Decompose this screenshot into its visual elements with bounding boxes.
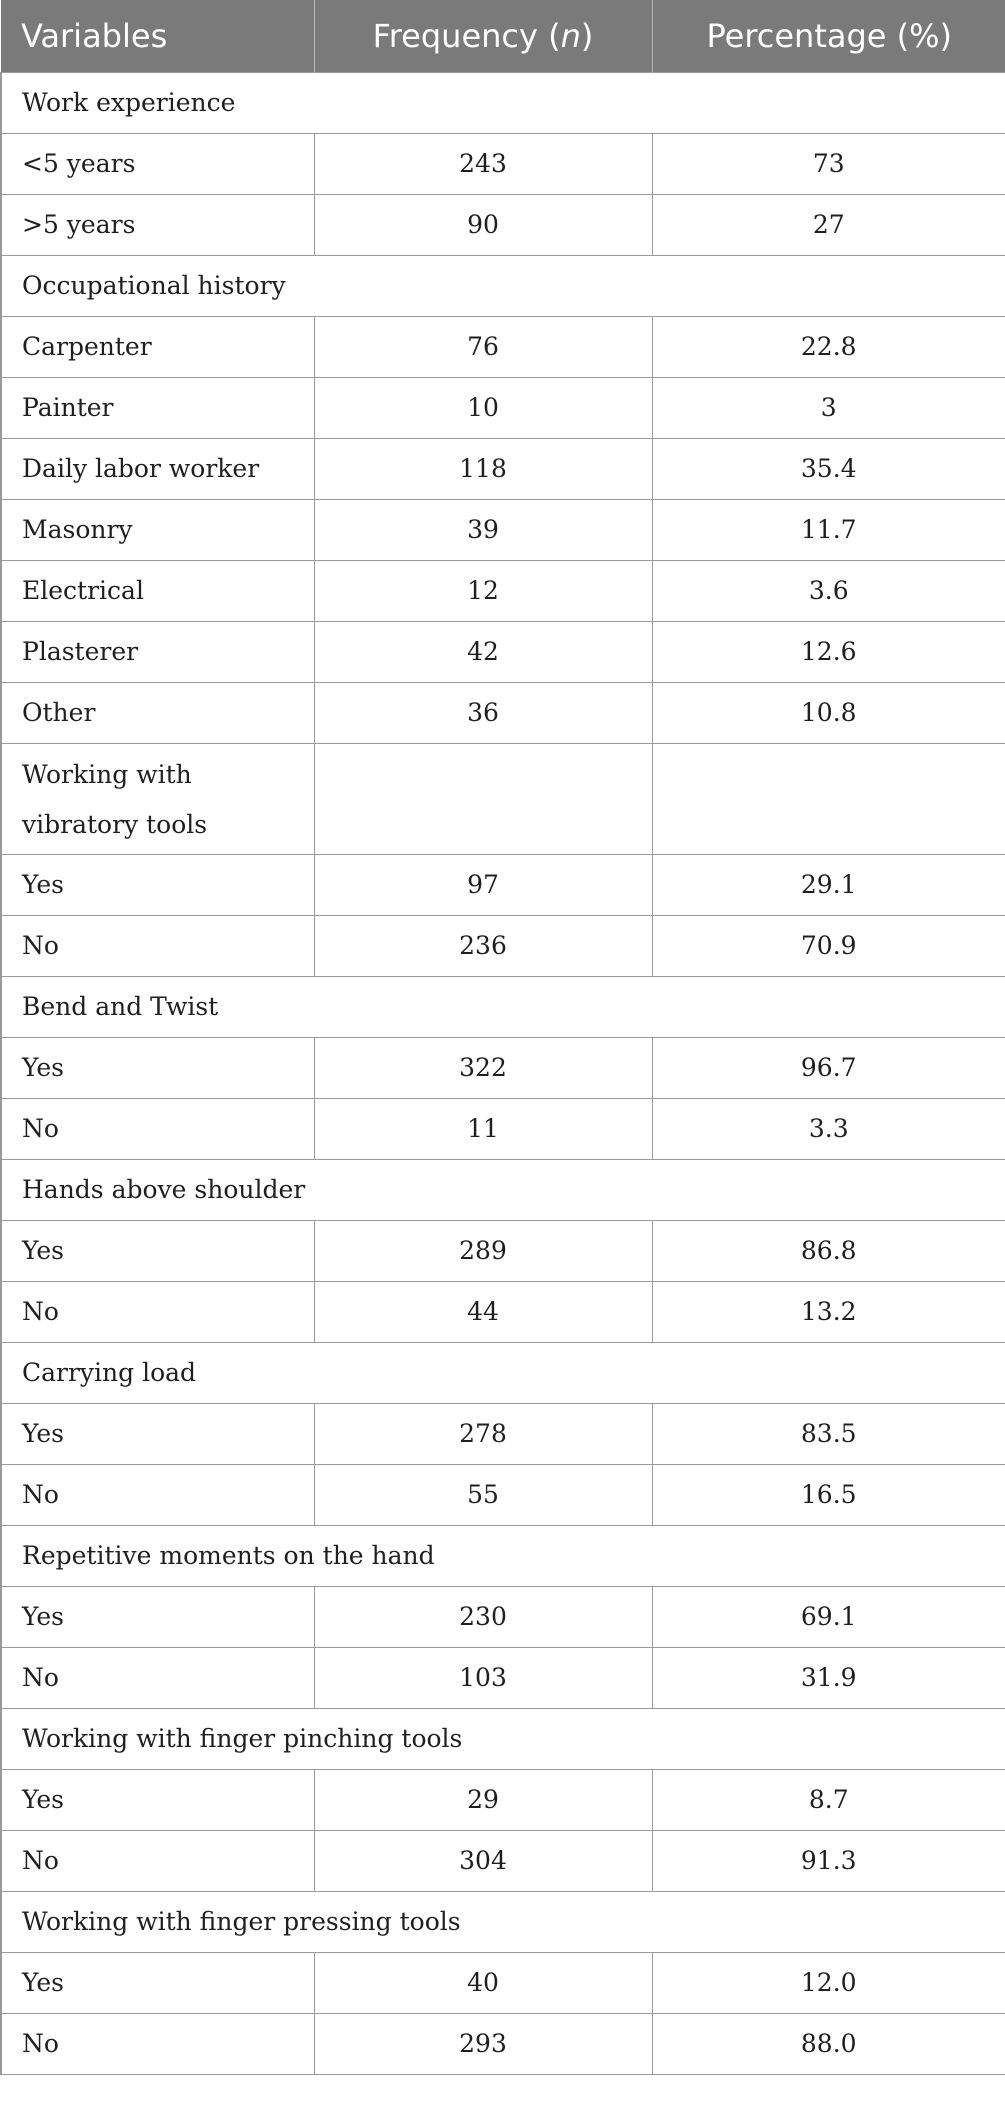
header-row bbox=[1, 0, 1005, 72]
frequency-cell: 10 bbox=[314, 377, 652, 438]
frequency-cell: 103 bbox=[314, 1647, 652, 1708]
row-label: No bbox=[1, 2013, 314, 2074]
section-title: Occupational history bbox=[1, 255, 1005, 316]
frequency-cell: 243 bbox=[314, 133, 652, 194]
row-label: Yes bbox=[1, 1769, 314, 1830]
row-label: No bbox=[1, 1647, 314, 1708]
frequency-cell: 40 bbox=[314, 1952, 652, 2013]
section-row bbox=[1, 72, 1005, 133]
percentage-cell: 8.7 bbox=[652, 1769, 1005, 1830]
table-row bbox=[1, 316, 1005, 377]
frequency-cell: 278 bbox=[314, 1403, 652, 1464]
frequency-cell: 289 bbox=[314, 1220, 652, 1281]
frequency-cell: 55 bbox=[314, 1464, 652, 1525]
header-variables: Variables bbox=[1, 0, 314, 72]
header-frequency-n: n bbox=[560, 16, 581, 55]
frequency-cell: 322 bbox=[314, 1037, 652, 1098]
frequency-cell: 97 bbox=[314, 854, 652, 915]
row-label: Daily labor worker bbox=[1, 438, 314, 499]
row-label: Electrical bbox=[1, 560, 314, 621]
table-row bbox=[1, 682, 1005, 743]
section-row bbox=[1, 255, 1005, 316]
row-label: Yes bbox=[1, 1220, 314, 1281]
section-row bbox=[1, 1525, 1005, 1586]
frequency-cell: 36 bbox=[314, 682, 652, 743]
table-row bbox=[1, 1037, 1005, 1098]
percentage-cell: 73 bbox=[652, 133, 1005, 194]
table-row bbox=[1, 1464, 1005, 1525]
section-title: Hands above shoulder bbox=[1, 1159, 1005, 1220]
frequency-cell: 12 bbox=[314, 560, 652, 621]
table-row bbox=[1, 194, 1005, 255]
percentage-cell: 12.6 bbox=[652, 621, 1005, 682]
table-row bbox=[1, 1220, 1005, 1281]
section-title: Working with finger pinching tools bbox=[1, 1708, 1005, 1769]
header-frequency-suffix: ) bbox=[580, 16, 594, 55]
row-label: Yes bbox=[1, 1037, 314, 1098]
empty-cell bbox=[652, 743, 1005, 854]
table-row bbox=[1, 915, 1005, 976]
section-title: Work experience bbox=[1, 72, 1005, 133]
frequency-cell: 29 bbox=[314, 1769, 652, 1830]
percentage-cell: 3.3 bbox=[652, 1098, 1005, 1159]
table-row bbox=[1, 499, 1005, 560]
table-row bbox=[1, 1281, 1005, 1342]
percentage-cell: 83.5 bbox=[652, 1403, 1005, 1464]
percentage-cell: 3 bbox=[652, 377, 1005, 438]
table-row bbox=[1, 133, 1005, 194]
empty-cell bbox=[314, 743, 652, 854]
percentage-cell: 35.4 bbox=[652, 438, 1005, 499]
row-label: Yes bbox=[1, 1586, 314, 1647]
row-label: No bbox=[1, 1098, 314, 1159]
percentage-cell: 10.8 bbox=[652, 682, 1005, 743]
percentage-cell: 96.7 bbox=[652, 1037, 1005, 1098]
row-label: Plasterer bbox=[1, 621, 314, 682]
frequency-cell: 293 bbox=[314, 2013, 652, 2074]
table-row bbox=[1, 621, 1005, 682]
frequency-cell: 76 bbox=[314, 316, 652, 377]
row-label: No bbox=[1, 1464, 314, 1525]
row-label: No bbox=[1, 1830, 314, 1891]
table-body bbox=[1, 72, 1005, 2074]
table-row bbox=[1, 1647, 1005, 1708]
table-row bbox=[1, 854, 1005, 915]
table-row bbox=[1, 560, 1005, 621]
percentage-cell: 12.0 bbox=[652, 1952, 1005, 2013]
percentage-cell: 27 bbox=[652, 194, 1005, 255]
percentage-cell: 13.2 bbox=[652, 1281, 1005, 1342]
percentage-cell: 70.9 bbox=[652, 915, 1005, 976]
percentage-cell: 88.0 bbox=[652, 2013, 1005, 2074]
frequency-cell: 90 bbox=[314, 194, 652, 255]
percentage-cell: 69.1 bbox=[652, 1586, 1005, 1647]
percentage-cell: 91.3 bbox=[652, 1830, 1005, 1891]
row-label: >5 years bbox=[1, 194, 314, 255]
table-row bbox=[1, 2013, 1005, 2074]
row-label: Yes bbox=[1, 854, 314, 915]
frequency-cell: 236 bbox=[314, 915, 652, 976]
table-row bbox=[1, 1769, 1005, 1830]
section-row bbox=[1, 1708, 1005, 1769]
section-title: Working with vibratory tools bbox=[1, 743, 314, 854]
percentage-cell: 22.8 bbox=[652, 316, 1005, 377]
section-title: Bend and Twist bbox=[1, 976, 1005, 1037]
row-label: No bbox=[1, 1281, 314, 1342]
section-row bbox=[1, 743, 1005, 854]
section-row bbox=[1, 976, 1005, 1037]
table-row bbox=[1, 1586, 1005, 1647]
table-row bbox=[1, 438, 1005, 499]
frequency-cell: 44 bbox=[314, 1281, 652, 1342]
row-label: <5 years bbox=[1, 133, 314, 194]
frequency-cell: 11 bbox=[314, 1098, 652, 1159]
table-row bbox=[1, 1830, 1005, 1891]
section-row bbox=[1, 1891, 1005, 1952]
percentage-cell: 16.5 bbox=[652, 1464, 1005, 1525]
percentage-cell: 31.9 bbox=[652, 1647, 1005, 1708]
row-label: Yes bbox=[1, 1403, 314, 1464]
row-label: Painter bbox=[1, 377, 314, 438]
table-row bbox=[1, 1098, 1005, 1159]
percentage-cell: 86.8 bbox=[652, 1220, 1005, 1281]
frequency-cell: 39 bbox=[314, 499, 652, 560]
percentage-cell: 29.1 bbox=[652, 854, 1005, 915]
section-row bbox=[1, 1342, 1005, 1403]
section-title: Working with finger pressing tools bbox=[1, 1891, 1005, 1952]
row-label: Carpenter bbox=[1, 316, 314, 377]
frequency-cell: 304 bbox=[314, 1830, 652, 1891]
section-title: Carrying load bbox=[1, 1342, 1005, 1403]
header-frequency-prefix: Frequency ( bbox=[372, 16, 561, 55]
row-label: Yes bbox=[1, 1952, 314, 2013]
percentage-cell: 3.6 bbox=[652, 560, 1005, 621]
percentage-cell: 11.7 bbox=[652, 499, 1005, 560]
table-row bbox=[1, 1403, 1005, 1464]
header-frequency bbox=[314, 0, 652, 72]
row-label: Masonry bbox=[1, 499, 314, 560]
section-title: Repetitive moments on the hand bbox=[1, 1525, 1005, 1586]
table-header bbox=[1, 0, 1005, 72]
row-label: No bbox=[1, 915, 314, 976]
header-percentage: Percentage (%) bbox=[706, 16, 953, 55]
frequency-cell: 118 bbox=[314, 438, 652, 499]
table-row bbox=[1, 1952, 1005, 2013]
frequency-cell: 230 bbox=[314, 1586, 652, 1647]
table-row bbox=[1, 377, 1005, 438]
frequency-cell: 42 bbox=[314, 621, 652, 682]
row-label: Other bbox=[1, 682, 314, 743]
section-row bbox=[1, 1159, 1005, 1220]
